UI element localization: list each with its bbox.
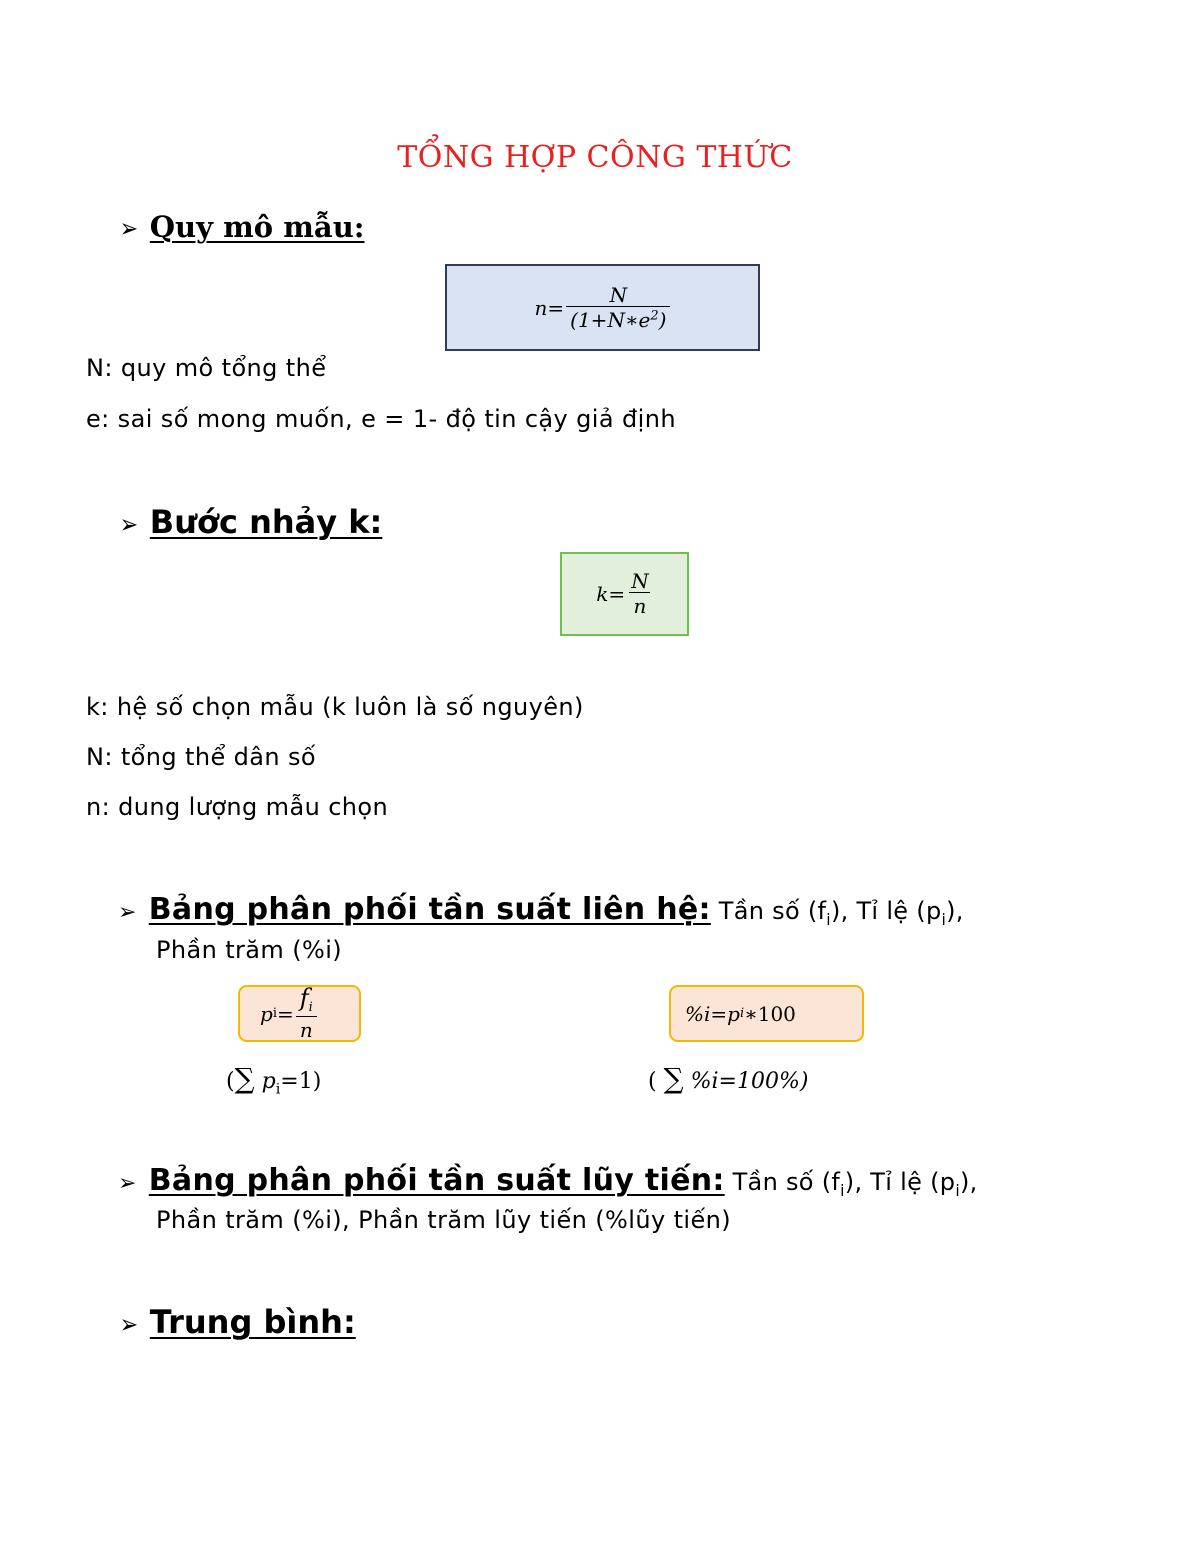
- bullet-arrow-icon: ➢: [119, 1310, 139, 1340]
- sample-size-line-1: N: quy mô tổng thể: [86, 354, 327, 382]
- sum-percent: [648, 1062, 808, 1095]
- desc-part-c: ),: [946, 897, 964, 925]
- desc-sub-b: i: [955, 1181, 960, 1200]
- sum-open: (: [648, 1069, 664, 1094]
- proportion-formula-box: [238, 985, 361, 1042]
- formula-denominator: n: [296, 1016, 317, 1042]
- sample-size-formula-box: [445, 264, 760, 351]
- bullet-arrow-icon: ➢: [119, 214, 139, 244]
- bullet-arrow-icon: ➢: [118, 1171, 137, 1196]
- formula-denominator: n: [629, 592, 650, 618]
- desc-part-a: Tần số (f: [724, 1168, 841, 1196]
- desc-sub-a: i: [840, 1181, 845, 1200]
- desc-part-c: ),: [959, 1168, 978, 1196]
- relative-frequency-desc-line-2: Phần trăm (%i): [156, 936, 343, 964]
- formula-lhs: n=: [534, 295, 565, 320]
- formula-fraction: [296, 985, 317, 1041]
- heading-sample-size: [118, 210, 364, 244]
- percent-formula-box: [669, 985, 864, 1042]
- desc-part-a: Tần số (f: [710, 897, 827, 925]
- heading-cumulative-frequency: [118, 1163, 978, 1200]
- heading-text: Bảng phân phối tần suất lũy tiến:: [148, 1163, 725, 1198]
- formula-numerator: [296, 985, 317, 1015]
- cumulative-frequency-desc-line-2: Phần trăm (%i), Phần trăm lũy tiến (%lũy tiến): [156, 1206, 731, 1234]
- denominator-open: (1+N∗e: [570, 307, 651, 332]
- sample-size-line-2: e: sai số mong muốn, e = 1- độ tin cậy giả định: [86, 405, 676, 433]
- formula-fraction: [566, 284, 670, 332]
- heading-text: Bảng phân phối tần suất liên hệ:: [148, 892, 711, 927]
- desc-sub-a: i: [826, 910, 831, 929]
- sum-open: (: [226, 1069, 235, 1094]
- desc-part-b: ), Tỉ lệ (p: [844, 1168, 956, 1196]
- formula-eq: =: [276, 1001, 294, 1026]
- bullet-arrow-icon: ➢: [118, 900, 137, 925]
- sum-var-sub: i: [275, 1081, 281, 1098]
- heading-text: Trung bình:: [149, 1303, 356, 1341]
- formula-numerator: N: [631, 569, 649, 593]
- heading-text: Quy mô mẫu:: [149, 210, 365, 244]
- sum-proportion: [226, 1062, 321, 1097]
- step-line-3: n: dung lượng mẫu chọn: [86, 793, 389, 821]
- sigma-icon: ∑: [663, 1062, 684, 1095]
- formula-lhs-sub: i: [272, 1006, 277, 1021]
- heading-mean: [118, 1303, 356, 1341]
- sum-rest: %i=100%): [690, 1069, 809, 1094]
- formula-denominator: [566, 306, 670, 332]
- formula-fraction: [627, 570, 653, 618]
- step-line-1: k: hệ số chọn mẫu (k luôn là số nguyên): [86, 693, 584, 721]
- heading-relative-frequency: [118, 892, 964, 929]
- desc-part-b: ), Tỉ lệ (p: [830, 897, 942, 925]
- formula-lhs-sub: i: [739, 1006, 745, 1021]
- bullet-arrow-icon: ➢: [119, 510, 139, 540]
- denominator-exponent: 2: [650, 307, 659, 323]
- step-line-2: N: tổng thể dân số: [86, 743, 317, 771]
- formula-numerator: N: [609, 282, 628, 307]
- numerator-sub: i: [308, 1000, 313, 1016]
- formula-rhs: ∗100: [744, 1001, 796, 1026]
- numerator-var: f: [299, 984, 309, 1013]
- formula-lhs: k=: [596, 582, 626, 606]
- sum-var: p: [261, 1069, 276, 1094]
- formula-lhs: p: [260, 1001, 273, 1026]
- desc-sub-b: i: [941, 910, 947, 929]
- sum-rest: =1): [280, 1069, 322, 1094]
- heading-text: Bước nhảy k:: [149, 503, 383, 541]
- denominator-close: ): [658, 307, 667, 332]
- step-formula-box: [560, 552, 689, 636]
- heading-step: [118, 503, 382, 541]
- sigma-icon: ∑: [234, 1062, 255, 1095]
- page-title: TỔNG HỢP CÔNG THỨC: [397, 140, 793, 175]
- formula-lhs: %i=p: [685, 1001, 740, 1026]
